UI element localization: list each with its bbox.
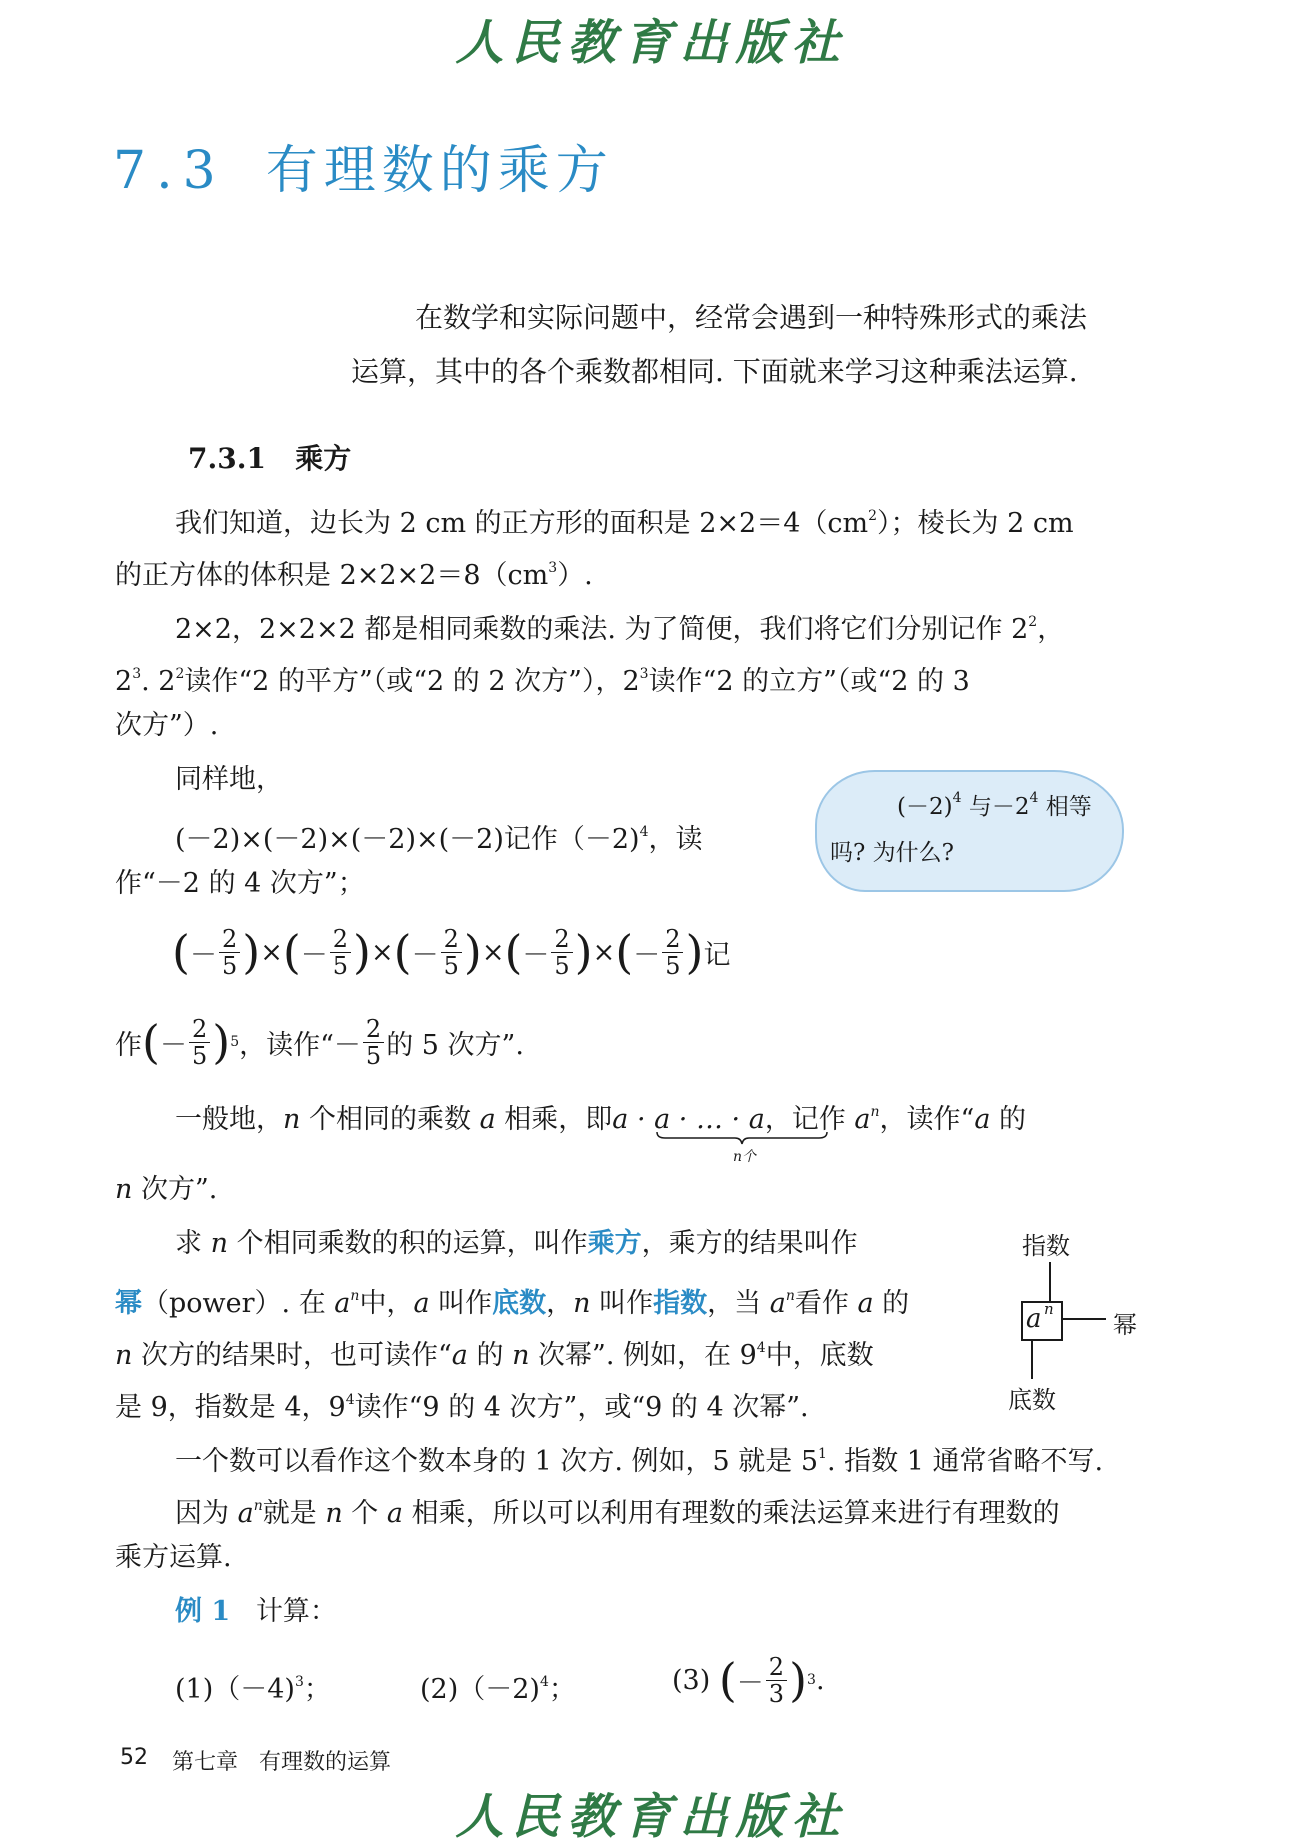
brace-product: a · a · … · a [612,1104,765,1135]
p5-line-4: 是 9，指数是 4，$9^4$读作“9 的 4 次方”，或“9 的 4 次幂”. [115,1392,809,1423]
p5-line-2: 幂（power）. 在 $a^n$中，a 叫作底数，n 叫作指数，当 $a^n$看作 a 的 [115,1288,910,1319]
subsection-number: 7.3.1 [188,442,266,475]
diagram-exponent-label: 指数 [1022,1232,1070,1260]
publisher-watermark-bottom: 人民教育出版社 [455,1789,848,1845]
example-heading: 例 1 计算： [175,1596,337,1627]
example-item-1: (1)（－4)$^3$； [175,1674,331,1705]
p3-line-3: 作“－2 的 4 次方”； [115,868,365,899]
p2-line-1: 2×2，2×2×2 都是相同乘数的乘法. 为了简便，我们将它们分别记作 $2^2$， [175,614,1065,645]
intro-line-2: 运算，其中的各个乘数都相同. 下面就来学习这种乘法运算. [351,355,1078,388]
p5-line-1: 求 n 个相同乘数的积的运算，叫作乘方，乘方的结果叫作 [175,1228,858,1259]
base-pointer [1031,1339,1033,1379]
term-mi: 幂 [115,1288,142,1319]
p3-line-2: (－2)×(－2)×(－2)×(－2)记作（－2)$^4$，读 [175,824,703,855]
power-exponent: n [1044,1300,1054,1318]
fraction: $\frac{2}{5}$ [441,926,462,979]
publisher-watermark-top: 人民教育出版社 [455,15,848,71]
fraction-power-line: 作 ( － $\frac{2}{5}$ ) 5 ，读作“－ $\frac{2}{5}$ 的 5 次方”. [115,1014,524,1070]
p1-line-1: 我们知道，边长为 2 cm 的正方形的面积是 $2\times 2=4(cm^2)$；棱长为 2 cm [175,508,1074,539]
subsection-heading: 乘方 [295,442,352,475]
term-zhishu: 指数 [653,1288,708,1319]
diagram-base-label: 底数 [1008,1386,1056,1414]
section-title [113,128,614,203]
bubble-line-1: $(-2)^4$ 与$-2^4$ 相等 [897,790,1092,820]
p1-line-2: 的正方体的体积是 $2\times 2\times 2=8(cm^3)$. [115,560,593,591]
p6-line: 一个数可以看作这个数本身的 1 次方. 例如，5 就是 $5^1$. 指数 1 通常省略不写. [175,1446,1104,1477]
fraction: $\frac{2}{3}$ [766,1654,787,1707]
term-chengfang: 乘方 [587,1228,642,1259]
p7-line-1: 因为 $a^n$就是 n 个 a 相乘，所以可以利用有理数的乘法运算来进行有理数的 [175,1498,1060,1529]
underbrace [655,1130,830,1146]
fraction: $\frac{2}{5}$ [330,926,351,979]
term-dishu: 底数 [492,1288,547,1319]
p5-line-3: n 次方的结果时，也可读作“a 的 n 次幂”. 例如，在 $9^4$中，底数 [115,1340,874,1371]
p2-line-2: $2^3$. $2^2$读作“2 的平方”（或“2 的 2 次方”），$2^3$读作“2 的立方”（或“2 的 3 [115,666,970,697]
bubble-line-2: 吗? 为什么? [830,840,954,866]
p2-line-3: 次方”）. [115,710,219,741]
fraction-product-line: ( － $\frac{2}{5}$ ) × ( － $\frac{2}{5}$ ) × ( － $\frac{2}{5}$ ) × ( － $\frac{2}{5}$ ) × ( － $\frac{2}{5}$ ) 记 [172,924,731,980]
footer-chapter: 第七章 有理数的运算 [172,1750,392,1775]
intro-line-1: 在数学和实际问题中，经常会遇到一种特殊形式的乘法 [415,301,1088,334]
brace-label: n个 [733,1149,757,1165]
example-item-3: (3) ( － $\frac{2}{3}$ ) 3 . [672,1652,825,1708]
example-label: 例 1 [175,1596,231,1627]
power-pointer [1062,1318,1106,1320]
exponent-pointer [1049,1262,1051,1302]
p4-line-2: n 次方”. [115,1174,218,1205]
p7-line-2: 乘方运算. [115,1542,232,1573]
fraction: $\frac{2}{5}$ [189,1016,210,1069]
subsection-title [188,441,351,477]
fraction: $\frac{2}{5}$ [662,926,683,979]
section-heading: 有理数的乘方 [265,141,614,201]
p4-line-1: 一般地，n 个相同的乘数 a 相乘，即a · a · … · a，记作 $a^n$，读作“a 的 [175,1104,1027,1135]
page-number: 52 [120,1745,148,1770]
example-item-2: (2)（－2)$^4$； [420,1674,576,1705]
section-number: 7.3 [113,141,226,201]
diagram-power-label: 幂 [1113,1311,1137,1339]
power-base: a [1026,1304,1042,1334]
p3-line-1: 同样地， [175,764,283,795]
fraction: $\frac{2}{5}$ [551,926,572,979]
fraction: $\frac{2}{5}$ [363,1016,384,1069]
fraction: $\frac{2}{5}$ [219,926,240,979]
